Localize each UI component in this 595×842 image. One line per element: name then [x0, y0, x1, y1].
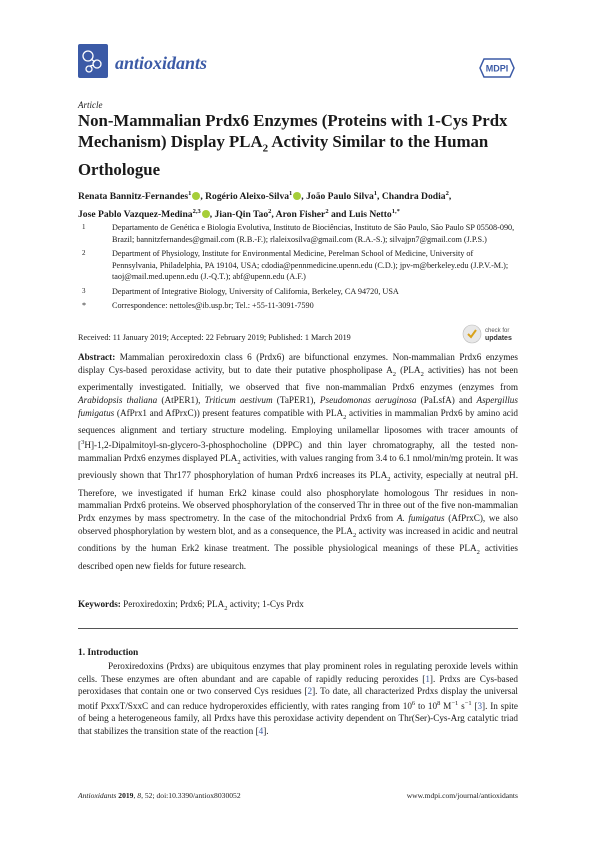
footer-url[interactable]: www.mdpi.com/journal/antioxidants	[406, 791, 518, 800]
superscript: 8	[437, 699, 441, 707]
keywords	[78, 599, 518, 612]
article-type: Article	[78, 100, 103, 110]
affiliation-text: Department of Integrative Biology, University of California, Berkeley, CA 94720, USA	[112, 286, 399, 296]
affiliation-item	[78, 286, 518, 298]
subscript: 2	[224, 604, 228, 612]
correspondence-text: Correspondence: nettoles@ib.usp.br; Tel.: +55-11-3091-7590	[112, 301, 314, 310]
footer-journal: Antioxidants	[78, 791, 117, 800]
affiliation-item	[78, 222, 518, 245]
abstract-label: Abstract:	[78, 352, 116, 362]
check-for-label: check for	[485, 328, 510, 334]
superscript: 3	[81, 438, 85, 446]
keywords-text: Peroxiredoxin; Prdx6; PLA	[120, 599, 225, 609]
body-text: Peroxiredoxins (Prdxs) are ubiquitous enzymes that play prominent roles in regulating peroxide levels within cells. These enzymes are often abundant and are capable of rapidly reducing peroxides [	[78, 661, 518, 684]
author-affil-mark: 1	[373, 190, 378, 197]
updates-label: updates	[485, 335, 512, 342]
abstract-text: (AfPrxC), we also observed phosphorylation by western blot, and as a consequence, the PLA	[78, 513, 518, 536]
abstract-text: (PLA	[395, 364, 421, 375]
subscript: 2	[476, 549, 480, 557]
abstract-text: (TaPER1),	[272, 394, 320, 405]
species-name: A. fumigatus	[396, 513, 445, 524]
footer-doi: , 52; doi:10.3390/antiox8030052	[141, 791, 241, 800]
abstract-text: (AtPER1),	[157, 394, 205, 405]
author-affil-mark: 1	[188, 190, 192, 197]
section-divider	[78, 628, 518, 629]
author-name[interactable]: Luis Netto	[348, 209, 392, 221]
affiliation-text: Departamento de Genética e Biologia Evolutiva, Instituto de Biociências, Instituto de São Paulo, São Paulo SP 05508-090, Brazil; bannitzfernandes@gmail.com (R.B.-F.); rlaleixosilva@gmail.com (R.A.-S.); silvajpn7@gmail.com (J.P.S.)	[112, 223, 515, 244]
citation-link[interactable]: 3	[477, 700, 483, 711]
mdpi-logo-text: MDPI	[485, 63, 509, 74]
affiliation-mark: *	[82, 301, 87, 310]
mdpi-logo-icon[interactable]	[478, 57, 516, 79]
abstract-text: activity, especially at neutral pH. Therefore, we investigated if human Erk2 kinase could also phosphorylate homologous Thr residues in non-mammalian Prdx6 proteins. We observed phosphorylation of the conserved Thr in three out of the five non-mammalian Prdx enzymes by mass spectrometry. In the case of the mitochondrial Prdx6 from	[78, 470, 518, 524]
subscript: 2	[387, 476, 391, 483]
subscript: 2	[352, 531, 357, 539]
keywords-text: activity; 1-Cys Prdx	[227, 599, 304, 609]
citation-link[interactable]: 4	[258, 726, 264, 737]
author-name[interactable]: João Paulo Silva	[306, 191, 374, 203]
title-text: Non-Mammalian Prdx6 Enzymes (Proteins with 1-Cys Prdx Mechanism) Display PLA	[78, 111, 508, 151]
author-affil-mark: 2	[445, 190, 449, 197]
title-text-end: Activity Similar to the Human Orthologue	[78, 132, 489, 180]
abstract-text: H]-1,2-Dipalmitoyl-sn-glycero-3-phosphocholine (DPPC) and thin layer chromatography, all the tested non-mammalian Prdx6 enzymes displayed PLA	[78, 439, 518, 463]
abstract-text: activities in mammalian Prdx6 by amino acid sequences alignment and tertiary structure modeling. Employing unilamellar liposomes with tracer amounts of [	[78, 407, 518, 450]
author-affil-mark: 1	[289, 190, 293, 197]
subscript: 2	[343, 413, 347, 421]
correspondence-item	[78, 300, 518, 312]
body-text: s	[458, 700, 465, 711]
affiliations	[78, 222, 518, 312]
species-name: Aspergillus fumigatus	[78, 394, 518, 418]
affiliation-item	[78, 248, 518, 283]
footer-citation	[78, 791, 241, 800]
affiliation-mark: 1	[82, 223, 86, 231]
body-text: [	[471, 700, 478, 711]
abstract-text: activities, with values ranging from 3.4 to 6.1 nmol/min/mg protein. It was previously shown that Thr177 phosphorylation of human Prdx6 increases its PLA	[78, 452, 518, 481]
body-text: ]. To date, all characterized Prdxs display the universal motif PxxxT/SxxC and can reduce hydroperoxides efficiently, with rates ranging from 10	[78, 686, 518, 711]
section-heading: 1. Introduction	[78, 648, 139, 658]
abstract-text: (AfPrx1 and AfPrxC)) present features compatible with PLA	[114, 407, 344, 418]
author-name[interactable]: Renata Bannitz-Fernandes	[78, 191, 189, 203]
author-list: Renata Bannitz-Fernandes$^1$ , Rogério Aleixo-Silva$^1$ , João Paulo Silva$^1$, Chandra Dodia$^2$, Jose Pablo Vazquez-Medina$^{2,3}$ , Jian-Qin Tao$^2$, Aron Fisher$^2$ and Luis Netto$^{1,*}$	[78, 190, 452, 221]
introduction-body	[78, 660, 518, 738]
author-name[interactable]: Aron Fisher	[275, 209, 326, 221]
body-text: ]. In spite of being a heterogeneous family, all Prdxs have this peroxidase activity dependent on Thr(Ser)-Cys-Arg catalytic triad that stabilizes the transition state of the reaction [	[78, 700, 519, 737]
body-text: M	[440, 700, 452, 711]
affiliation-mark: 3	[82, 286, 86, 295]
affiliation-text: Department of Physiology, Institute for Environmental Medicine, Perelman School of Medicine, University of Pennsylvania, Philadelphia, PA 19104, USA; cdodia@pennmedicine.upenn.edu (C.D.); jpv-m@berkeley.edu (J.P.V.-M.); taoj@mail.med.upenn.edu (J.-Q.T.); abf@upenn.edu (A.F.)	[112, 249, 509, 281]
superscript: −1	[451, 699, 459, 707]
subscript: 2	[392, 370, 396, 378]
abstract-text: activity was increased in acidic and neutral conditions by the human Erk2 kinase treatment. The possible physiological meanings of these PLA	[78, 525, 518, 554]
abstract-text: Mammalian peroxiredoxin class 6 (Prdx6) are bifunctional enzymes. Non-mammalian Prdx6 enzymes display Cys-based peroxidase activity, but to date their putative phospholipase A	[78, 352, 518, 375]
subscript: 2	[237, 458, 241, 466]
citation-link[interactable]: 2	[307, 686, 313, 697]
footer-year: 2019	[116, 791, 134, 800]
article-title	[78, 110, 518, 180]
abstract-text: activities) has not been experimentally investigated. Initially, we observed that five non-mammalian Prdx6 enzymes (enzymes from	[78, 364, 518, 393]
orcid-icon[interactable]	[192, 192, 200, 200]
author-name[interactable]: Rogério Aleixo-Silva	[205, 191, 290, 203]
species-name: Triticum aestivum	[204, 394, 273, 405]
check-for-updates-button[interactable]	[462, 322, 522, 346]
author-conjunction: and	[328, 209, 349, 221]
title-subscript: 2	[262, 142, 269, 155]
author-affil-mark: 1,*	[391, 208, 400, 216]
author-name[interactable]: Jose Pablo Vazquez-Medina	[78, 209, 193, 221]
species-name: Pseudomonas aeruginosa	[319, 394, 417, 405]
orcid-icon[interactable]	[293, 192, 301, 200]
orcid-icon[interactable]	[202, 210, 210, 218]
journal-logo-icon	[78, 44, 108, 78]
species-name: Arabidopsis thaliana	[78, 394, 158, 405]
author-affil-mark: 2,3	[192, 208, 201, 216]
body-text: to 10	[415, 700, 438, 711]
author-affil-mark: 2	[325, 208, 329, 216]
abstract-text: (PaLsfA) and	[416, 394, 477, 405]
footer-volume: , 8	[133, 791, 142, 800]
abstract-text: activities described open new fields for future research.	[78, 543, 518, 571]
body-text: ]. Prdxs are Cys-based peroxidases that contain one or two conserved Cys residues [	[78, 673, 518, 697]
publication-dates: Received: 11 January 2019; Accepted: 22 February 2019; Published: 1 March 2019	[78, 333, 351, 342]
superscript: 6	[411, 699, 416, 707]
author-name[interactable]: Jian-Qin Tao	[214, 209, 269, 221]
paragraph	[78, 660, 518, 738]
superscript: −1	[464, 699, 472, 707]
citation-link[interactable]: 1	[425, 673, 430, 684]
journal-name[interactable]: antioxidants	[115, 53, 208, 73]
body-text: ].	[263, 726, 269, 737]
affiliation-mark: 2	[82, 249, 86, 257]
keywords-label: Keywords:	[78, 599, 121, 609]
abstract	[78, 351, 518, 573]
author-name[interactable]: Chandra Dodia	[381, 191, 446, 203]
subscript: 2	[420, 370, 424, 378]
author-affil-mark: 2	[268, 208, 272, 216]
